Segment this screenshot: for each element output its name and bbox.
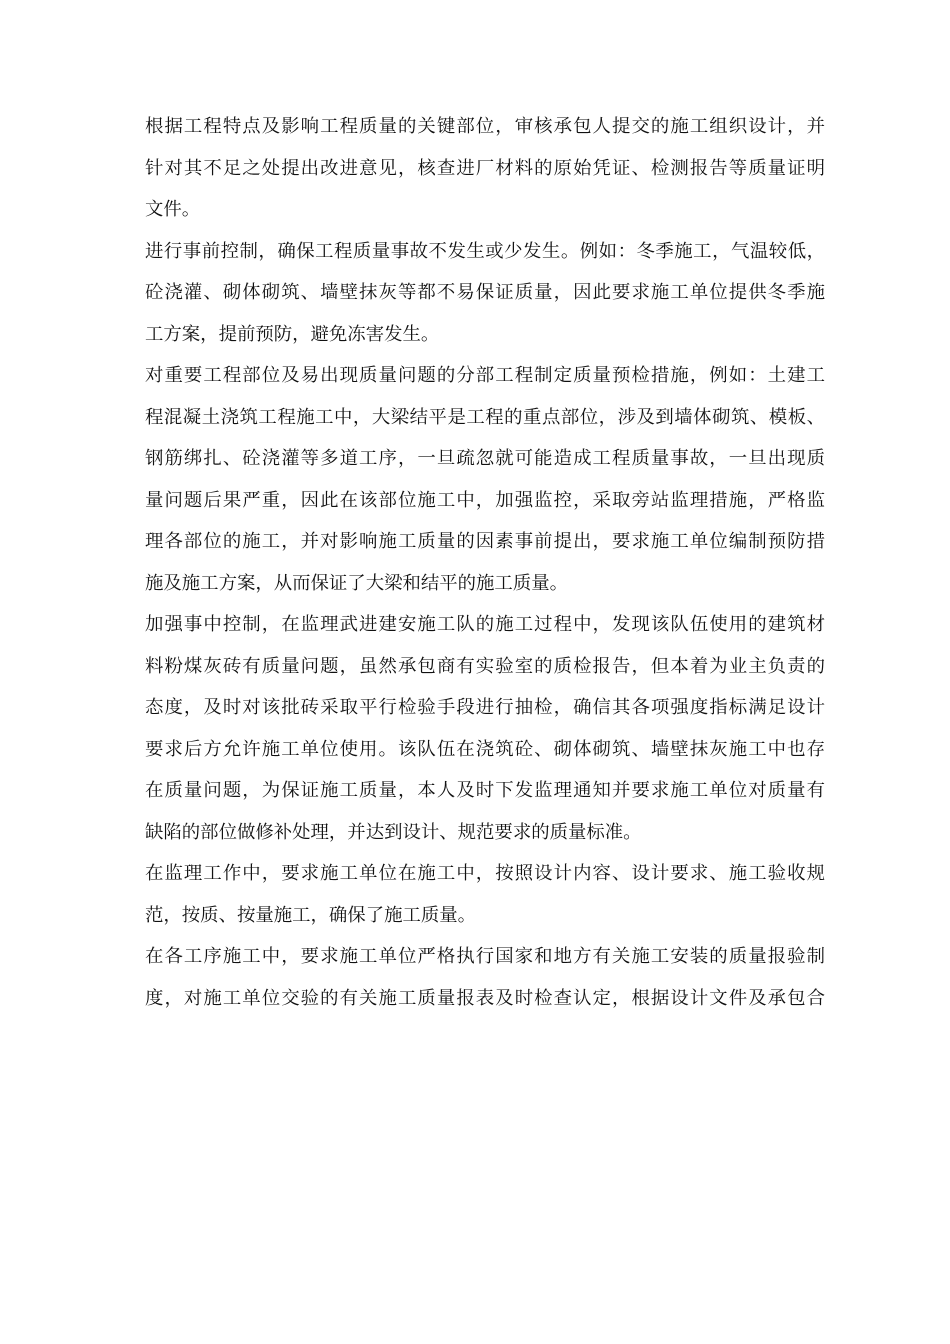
text-line: 度，对施工单位交验的有关施工质量报表及时检查认定，根据设计文件及承包合	[145, 987, 825, 1009]
paragraph-pre-control	[145, 231, 825, 356]
paragraph-inspection-measures	[145, 355, 825, 604]
text-line: 文件。	[145, 199, 201, 220]
text-line: 加强事中控制，在监理武进建安施工队的施工过程中，发现该队伍使用的建筑材	[145, 614, 825, 635]
text-line: 在质量问题，为保证施工质量，本人及时下发监理通知并要求施工单位对质量有	[145, 780, 825, 801]
text-line: 根据工程特点及影响工程质量的关键部位，审核承包人提交的施工组织设计，并	[145, 116, 825, 137]
text-line: 砼浇灌、砌体砌筑、墙壁抹灰等都不易保证质量，因此要求施工单位提供冬季施	[145, 282, 825, 303]
text-line: 料粉煤灰砖有质量问题，虽然承包商有实验室的质检报告，但本着为业主负责的	[145, 655, 825, 677]
text-line: 范，按质、按量施工，确保了施工质量。	[145, 904, 477, 926]
text-line: 在监理工作中，要求施工单位在施工中，按照设计内容、设计要求、施工验收规	[145, 863, 825, 884]
text-line: 钢筋绑扎、砼浇灌等多道工序，一旦疏忽就可能造成工程质量事故，一旦出现质	[145, 448, 825, 469]
text-line: 进行事前控制，确保工程质量事故不发生或少发生。例如：冬季施工，气温较低，	[145, 240, 825, 262]
text-line: 程混凝土浇筑工程施工中，大梁结平是工程的重点部位，涉及到墙体砌筑、模板、	[145, 406, 825, 428]
text-line: 工方案，提前预防，避免冻害发生。	[145, 323, 440, 345]
paragraph-design-review	[145, 106, 825, 231]
paragraph-procedure-inspection	[145, 936, 825, 1019]
text-line: 态度，及时对该批砖采取平行检验手段进行抽检，确信其各项强度指标满足设计	[145, 697, 825, 718]
text-line: 施及施工方案，从而保证了大梁和结平的施工质量。	[145, 572, 568, 594]
text-line: 对重要工程部位及易出现质量问题的分部工程制定质量预检措施，例如：土建工	[145, 365, 825, 386]
text-line: 量问题后果严重，因此在该部位施工中，加强监控，采取旁站监理措施，严格监	[145, 489, 825, 511]
paragraph-supervision-work	[145, 853, 825, 936]
text-line: 理各部位的施工，并对影响施工质量的因素事前提出，要求施工单位编制预防措	[145, 531, 825, 552]
document-body	[145, 106, 825, 1019]
text-line: 在各工序施工中，要求施工单位严格执行国家和地方有关施工安装的质量报验制	[145, 946, 825, 967]
paragraph-in-process-control	[145, 604, 825, 853]
text-line: 缺陷的部位做修补处理，并达到设计、规范要求的质量标准。	[145, 821, 642, 843]
text-line: 要求后方允许施工单位使用。该队伍在浇筑砼、砌体砌筑、墙壁抹灰施工中也存	[145, 738, 825, 760]
text-line: 针对其不足之处提出改进意见，核查进厂材料的原始凭证、检测报告等质量证明	[145, 157, 825, 179]
